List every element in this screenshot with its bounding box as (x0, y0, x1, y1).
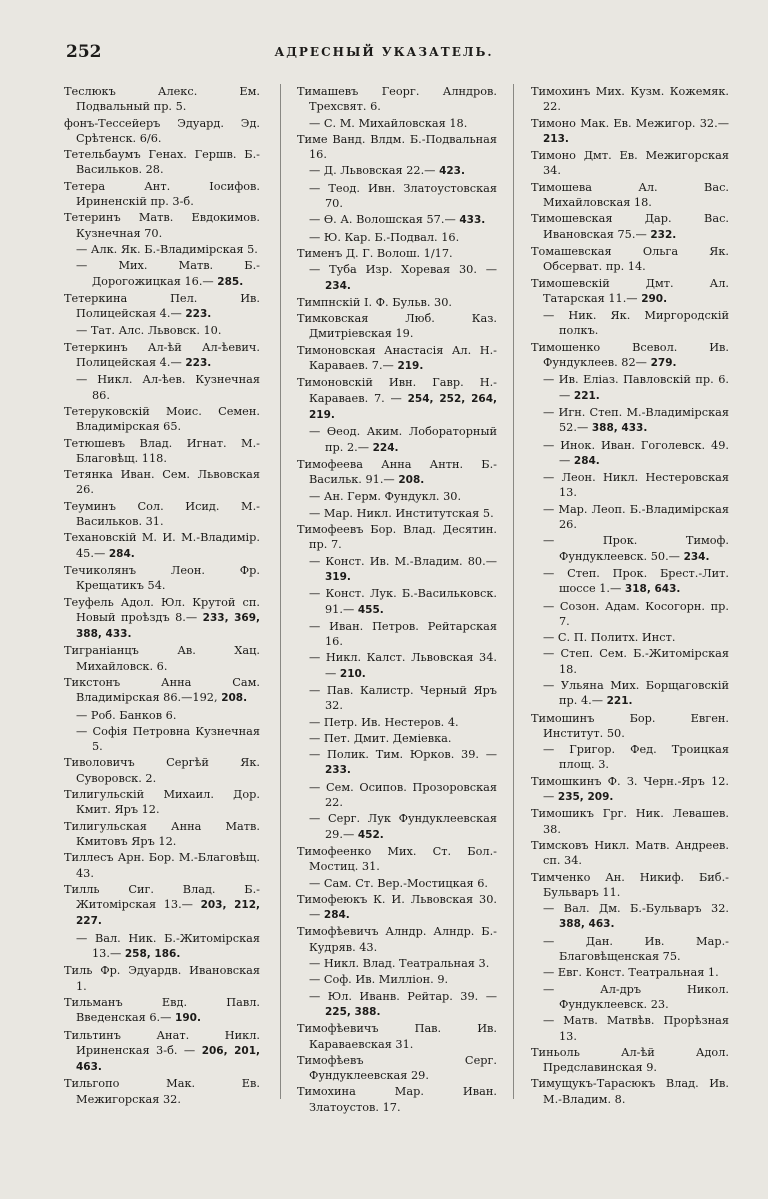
directory-entry (297, 972, 497, 987)
directory-entry (64, 755, 260, 786)
entry-numbers: 206, 201, 463. (76, 1044, 261, 1074)
entry-text: — Полик. Тим. Юрков. 39. — (309, 748, 497, 762)
entry-text: Тимофѣевъ Серг. Фундуклеевская 29. (297, 1053, 497, 1083)
entry-text: — Конст. Лук. Б.-Васильковск. 91.— (309, 587, 497, 616)
entry-text: Тимоно Дмт. Ев. Межигорская 34. (531, 149, 729, 178)
directory-entry (64, 708, 260, 723)
directory-entry (297, 811, 497, 843)
entry-text: — Петр. Ив. Нестеров. 4. (309, 715, 459, 729)
directory-entry (531, 276, 729, 308)
entry-text: — Вал. Дм. Б.-Бульваръ 32. (543, 902, 729, 916)
column-divider (280, 84, 281, 1099)
directory-entry (297, 230, 497, 245)
entry-text: Тимоновская Анастасія Ал. Н.-Караваев. 7.— (297, 343, 497, 373)
entry-text: Тиньоль Ал-ѣй Адол. Предславинская 9. (531, 1045, 729, 1075)
directory-entry (531, 244, 729, 275)
entry-text: — Дан. Ив. Мар.-Благовѣщенская 75. (543, 934, 729, 964)
directory-entry (297, 586, 497, 618)
directory-entry (64, 595, 260, 643)
entry-numbers: 213. (543, 132, 569, 145)
entry-text: Тимофеюкъ К. И. Львовская 30.— (297, 892, 497, 922)
directory-entry (64, 724, 260, 755)
entry-text: Тиме Ванд. Влдм. Б.-Подвальная 16. (297, 132, 497, 162)
entry-text: Тимошинъ Бор. Евген. Институт. 50. (531, 711, 729, 740)
entry-text: — Ѳеод. Аким. Лобораторный пр. 2.— (309, 425, 497, 454)
entry-text: Тимченко Ан. Никиф. Биб.-Бульваръ 11. (531, 870, 729, 899)
directory-entry (64, 84, 260, 115)
directory-entry (64, 995, 260, 1027)
directory-entry (297, 295, 497, 310)
entry-text: Тимковская Люб. Каз. Дмитріевская 19. (297, 312, 497, 341)
directory-entry (297, 1084, 497, 1115)
directory-entry (531, 470, 729, 501)
entry-text: — Пет. Дмит. Деміевка. (309, 731, 452, 745)
directory-entry (64, 116, 260, 147)
directory-entry (531, 340, 729, 372)
entry-text: — Никл. Ал-ѣев. Кузнечная 86. (76, 373, 260, 402)
directory-entry (297, 163, 497, 179)
entry-text: — Ив. Еліаз. Павловскій пр. 6.— (543, 373, 729, 402)
entry-numbers: 235, 209. (557, 791, 614, 804)
directory-entry (297, 84, 497, 115)
entry-text: — С. М. Михайловская 18. (309, 116, 468, 130)
entry-text: — Григор. Фед. Троицкая площ. 3. (543, 743, 729, 772)
entry-numbers: 221. (573, 389, 600, 402)
entry-text: — Ю. Кар. Б.-Подвал. 16. (309, 230, 460, 244)
directory-entry (297, 457, 497, 489)
directory-entry (531, 838, 729, 869)
entry-text: — Леон. Никл. Нестеровская 13. (543, 471, 729, 500)
entry-text: Тетеркинъ Ал-ѣй Ал-ѣевич. Полицейская 4.— (64, 340, 260, 370)
directory-entry (531, 678, 729, 710)
column-divider (513, 84, 514, 1099)
entry-text: — Конст. Ив. М.-Владим. 80.— (309, 554, 497, 568)
entry-text: — Роб. Банков 6. (76, 708, 177, 722)
entry-text: — Ник. Як. Миргородскій полкъ. (543, 309, 729, 338)
entry-text: Тетеруковскій Моис. Семен. Владимірская 65. (64, 404, 260, 434)
directory-entry (297, 844, 497, 875)
entry-numbers: 284. (573, 454, 600, 467)
entry-text: Тименъ Д. Г. Волош. 1/17. (297, 246, 453, 260)
entry-text: Техановскій М. И. М.-Владимір. 45.— (64, 531, 260, 560)
entry-text: Тилигульская Анна Матв. Кмитовъ Яръ 12. (64, 819, 260, 848)
entry-numbers: 433. (459, 214, 486, 227)
entry-text: Тимошева Ал. Вас. Михайловская 18. (531, 180, 729, 210)
directory-entry (531, 870, 729, 901)
entry-text: Тетеркина Пел. Ив. Полицейская 4.— (64, 291, 260, 321)
directory-entry (531, 180, 729, 211)
directory-entry (297, 731, 497, 746)
entry-numbers: 388, 463. (559, 918, 615, 931)
entry-text: — Туба Изр. Хоревая 30. — (309, 263, 497, 277)
entry-text: Теуминъ Сол. Исид. М.-Васильков. 31. (64, 499, 260, 529)
entry-numbers: 452. (357, 828, 384, 841)
entry-numbers: 258, 186. (124, 948, 181, 961)
entry-numbers: 232. (650, 228, 677, 241)
entry-numbers: 234. (683, 550, 710, 563)
directory-entry (64, 323, 260, 338)
entry-text: Тетеринъ Матв. Евдокимов. Кузнечная 70. (64, 211, 260, 240)
directory-entry (531, 630, 729, 645)
entry-text: — Ал-дръ Никол. Фундуклеевск. 23. (543, 982, 729, 1011)
directory-entry (297, 780, 497, 811)
entry-numbers: 210. (339, 667, 366, 680)
directory-entry (64, 210, 260, 241)
entry-numbers: 284. (323, 909, 350, 922)
entry-text: — Евг. Конст. Театральная 1. (543, 966, 719, 980)
entry-text: Тимошевская Дар. Вас. Ивановская 75.— (531, 212, 729, 241)
directory-entry (531, 742, 729, 773)
directory-entry (531, 934, 729, 965)
directory-entry (297, 747, 497, 779)
entry-text: — С. П. Политх. Инст. (543, 631, 676, 645)
directory-entry (64, 1028, 260, 1076)
entry-text: Тетянка Иван. Сем. Львовская 26. (64, 468, 260, 497)
directory-entry (531, 84, 729, 115)
entry-text: Тимсковъ Никл. Матв. Андреев. сп. 34. (531, 838, 729, 868)
entry-numbers: 285. (217, 275, 244, 288)
directory-entry (64, 850, 260, 881)
entry-numbers: 208. (221, 692, 248, 705)
directory-entry (64, 787, 260, 818)
directory-entry (64, 963, 260, 994)
entry-text: Теуфель Адол. Юл. Крутой сп. Новый проѣздъ 8.— (64, 595, 260, 624)
directory-entry (531, 1076, 729, 1107)
entry-text: — Сем. Осипов. Прозоровская 22. (309, 780, 497, 810)
directory-entry (297, 554, 497, 586)
entry-numbers: 254, 252, 264, 219. (309, 392, 497, 421)
directory-entry (531, 646, 729, 677)
entry-text: — Серг. Лук Фундуклеевская 29.— (309, 812, 497, 841)
directory-entry (297, 246, 497, 261)
directory-entry (297, 989, 497, 1021)
directory-entry (297, 132, 497, 163)
directory-entry (297, 683, 497, 714)
directory-entry (297, 116, 497, 131)
directory-entry (64, 340, 260, 372)
entry-text: — Степ. Прок. Брест.-Лит. шоссе 1.— (543, 566, 729, 596)
directory-entry (64, 931, 260, 963)
entry-text: Тимоно Мак. Ев. Межигор. 32.— (531, 116, 729, 130)
directory-entry (297, 212, 497, 228)
directory-entry (297, 892, 497, 924)
directory-entry (297, 1021, 497, 1052)
entry-text: Тимошенко Всевол. Ив. Фундуклеев. 82— (531, 340, 729, 370)
entry-text: — Прок. Тимоф. Фундуклеевск. 50.— (543, 534, 729, 563)
directory-entry (531, 438, 729, 470)
directory-entry (297, 424, 497, 456)
page-title: АДРЕСНЫЙ УКАЗАТЕЛЬ. (274, 45, 494, 59)
entry-text: Тимофѣевичъ Пав. Ив. Караваевская 31. (297, 1022, 497, 1051)
directory-entry (531, 774, 729, 806)
directory-entry (531, 566, 729, 598)
directory-entry (531, 1045, 729, 1076)
directory-entry (64, 291, 260, 323)
entry-text: Тимохина Мар. Иван. Златоустов. 17. (297, 1085, 497, 1114)
entry-text: — Соф. Ив. Милліон. 9. (309, 973, 449, 987)
entry-text: Тимошикъ Грг. Ник. Левашев. 38. (531, 807, 729, 836)
entry-text: — Созон. Адам. Косогорн. пр. 7. (543, 599, 729, 628)
directory-entry (64, 404, 260, 435)
entry-numbers: 284. (108, 547, 135, 560)
directory-entry (297, 715, 497, 730)
directory-entry (297, 924, 497, 955)
directory-entry (297, 1053, 497, 1084)
entry-text: Тиллесъ Арн. Бор. М.-Благовѣщ. 43. (64, 851, 260, 880)
directory-entry (64, 530, 260, 562)
entry-numbers: 423. (439, 165, 465, 178)
entry-numbers: 318, 643. (624, 583, 681, 596)
entry-numbers: 233, 369, 388, 433. (76, 611, 261, 641)
entry-text: Тильтинъ Анат. Никл. Ириненская 3-б. — (64, 1028, 260, 1057)
entry-text: — Юл. Иванв. Рейтар. 39. — (309, 989, 497, 1003)
entry-text: Тимохинъ Мих. Кузм. Кожемяк. 22. (531, 85, 729, 114)
entry-text: — Ульяна Мих. Борщаговскій пр. 4.— (543, 678, 729, 708)
entry-numbers: 190. (175, 1012, 201, 1025)
entry-text: Томашевская Ольга Як. Обсерват. пр. 14. (531, 244, 729, 274)
entry-text: — Софія Петровна Кузнечная 5. (76, 724, 260, 754)
entry-text: Теслюкъ Алекс. Ем. Подвальный пр. 5. (64, 85, 260, 114)
entry-text: Тимошкинъ Ф. З. Черн.-Яръ 12.— (531, 774, 729, 804)
directory-entry (297, 956, 497, 971)
directory-entry (64, 1076, 260, 1107)
directory-entry (297, 650, 497, 682)
entry-numbers: 234. (325, 279, 351, 292)
entry-text: Тимоновскій Ивн. Гавр. Н.-Караваев. 7. — (297, 376, 497, 405)
entry-text: — Вал. Ник. Б.-Житомірская 13.— (76, 931, 260, 961)
entry-text: — Ѳ. А. Волошская 57.— (309, 213, 456, 227)
entry-text: — Мих. Матв. Б.-Дорогожицкая 16.— (76, 259, 260, 288)
directory-entry (297, 489, 497, 504)
entry-text: Тикстонъ Анна Сам. Владимірская 86.—192, (64, 675, 260, 705)
entry-text: Тимпнскій І. Ф. Бульв. 30. (297, 295, 453, 309)
entry-text: — Мар. Леоп. Б.-Владимірская 26. (543, 502, 729, 532)
entry-text: — Никл. Калст. Львовская 34.— (309, 651, 497, 680)
directory-entry (64, 882, 260, 930)
entry-text: фонъ-Тессейеръ Эдуард. Эд. Срѣтенск. 6/6. (64, 116, 260, 145)
entry-numbers: 223. (185, 308, 212, 321)
entry-text: Тимошевскій Дмт. Ал. Татарская 11.— (531, 276, 729, 305)
page-number: 252 (66, 42, 102, 62)
directory-entry (531, 982, 729, 1013)
entry-text: — Игн. Степ. М.-Владимірская 52.— (543, 405, 729, 435)
entry-text: — Никл. Влад. Театральная 3. (309, 957, 490, 971)
entry-text: — Теод. Ивн. Златоустовская 70. (309, 181, 497, 211)
entry-text: Тимашевъ Георг. Алндров. Трехсвят. 6. (297, 85, 497, 114)
directory-entry (531, 116, 729, 148)
directory-entry (531, 806, 729, 837)
directory-entry (297, 343, 497, 375)
entry-text: — Тат. Алс. Львовск. 10. (76, 324, 222, 338)
directory-entry (297, 619, 497, 650)
entry-text: Тиграніанцъ Ав. Хац. Михайловск. 6. (64, 644, 260, 673)
entry-numbers: 290. (641, 292, 668, 305)
directory-entry (64, 643, 260, 674)
entry-numbers: 223. (185, 357, 212, 370)
entry-text: — Алк. Як. Б.-Владимірская 5. (76, 242, 258, 256)
directory-entry (64, 372, 260, 403)
directory-entry (531, 901, 729, 933)
directory-entry (531, 711, 729, 742)
directory-entry (64, 242, 260, 257)
entry-text: Тетельбаумъ Генах. Гершв. Б.-Васильков. 28. (64, 148, 260, 177)
entry-text: Тетюшевъ Влад. Игнат. М.-Благовѣщ. 118. (64, 436, 260, 465)
entry-numbers: 388, 433. (591, 422, 648, 435)
entry-text: Тилигульскій Михаил. Дор. Кмит. Яръ 12. (64, 788, 260, 817)
directory-entry (297, 181, 497, 212)
directory-entry (297, 522, 497, 553)
entry-numbers: 221. (606, 695, 633, 708)
entry-text: Тимущукъ-Тарасюкъ Влад. Ив. М.-Владим. 8. (531, 1077, 729, 1106)
directory-entry (531, 308, 729, 339)
entry-numbers: 208. (398, 474, 425, 487)
entry-text: — Пав. Калистр. Черный Яръ 32. (309, 683, 497, 713)
entry-text: Тилль Сиг. Влад. Б.-Житомірская 13.— (64, 882, 260, 912)
directory-entry (531, 965, 729, 980)
entry-numbers: 224. (372, 441, 399, 454)
directory-entry (531, 599, 729, 630)
entry-numbers: 225, 388. (325, 1005, 381, 1018)
entry-text: Тимофеевъ Бор. Влад. Десятин. пр. 7. (297, 523, 497, 552)
entry-text: — Сам. Ст. Вер.-Мостицкая 6. (309, 876, 488, 890)
column-2 (297, 84, 497, 1116)
directory-entry (531, 405, 729, 437)
directory-entry (531, 1013, 729, 1044)
directory-entry (531, 211, 729, 243)
entry-text: — Мар. Никл. Институтская 5. (309, 506, 494, 520)
entry-text: Тиль Фр. Эдуардв. Ивановская 1. (64, 964, 260, 993)
directory-entry (297, 262, 497, 294)
directory-entry (64, 147, 260, 178)
entry-text: Тимофеева Анна Антн. Б.-Васильк. 91.— (297, 457, 497, 487)
column-3 (531, 84, 729, 1108)
column-1 (64, 84, 260, 1108)
directory-entry (64, 467, 260, 498)
directory-entry (64, 436, 260, 467)
directory-entry (531, 502, 729, 533)
directory-entry (531, 148, 729, 179)
entry-text: Течиколянъ Леон. Фр. Крещатикъ 54. (64, 563, 260, 593)
directory-entry (64, 499, 260, 530)
entry-numbers: 219. (397, 360, 424, 373)
entry-text: Тильгопо Мак. Ев. Межигорская 32. (64, 1077, 260, 1106)
entry-numbers: 319. (325, 570, 351, 583)
directory-entry (297, 876, 497, 891)
directory-entry (297, 375, 497, 423)
entry-numbers: 455. (357, 603, 384, 616)
directory-entry (297, 311, 497, 342)
directory-entry (531, 372, 729, 404)
directory-entry (297, 506, 497, 521)
directory-entry (531, 533, 729, 565)
entry-numbers: 279. (650, 357, 677, 370)
entry-text: Тимофеенко Мих. Ст. Бол.-Мостиц. 31. (297, 844, 497, 874)
entry-text: — Степ. Сем. Б.-Житомірская 18. (543, 647, 729, 676)
entry-text: — Д. Львовская 22.— (309, 164, 436, 178)
directory-entry (64, 675, 260, 707)
entry-numbers: 233. (325, 764, 351, 777)
entry-text: Тетера Ант. Іосифов. Ириненскій пр. 3-б. (64, 179, 260, 209)
entry-numbers: 203, 212, 227. (76, 899, 261, 928)
entry-text: — Матв. Матвѣв. Прорѣзная 13. (543, 1014, 729, 1043)
directory-entry (64, 563, 260, 594)
directory-entry (64, 258, 260, 290)
entry-text: Тимофѣевичъ Алндр. Алндр. Б.-Кудряв. 43. (297, 925, 497, 954)
entry-text: — Инок. Иван. Гоголевск. 49.— (543, 438, 729, 467)
entry-text: — Иван. Петров. Рейтарская 16. (309, 619, 497, 649)
entry-text: — Ан. Герм. Фундукл. 30. (309, 490, 462, 504)
entry-text: Тильманъ Евд. Павл. Введенская 6.— (64, 995, 260, 1025)
entry-text: Тиволовичъ Сергѣй Як. Суворовск. 2. (64, 756, 260, 785)
directory-entry (64, 819, 260, 850)
directory-entry (64, 179, 260, 210)
